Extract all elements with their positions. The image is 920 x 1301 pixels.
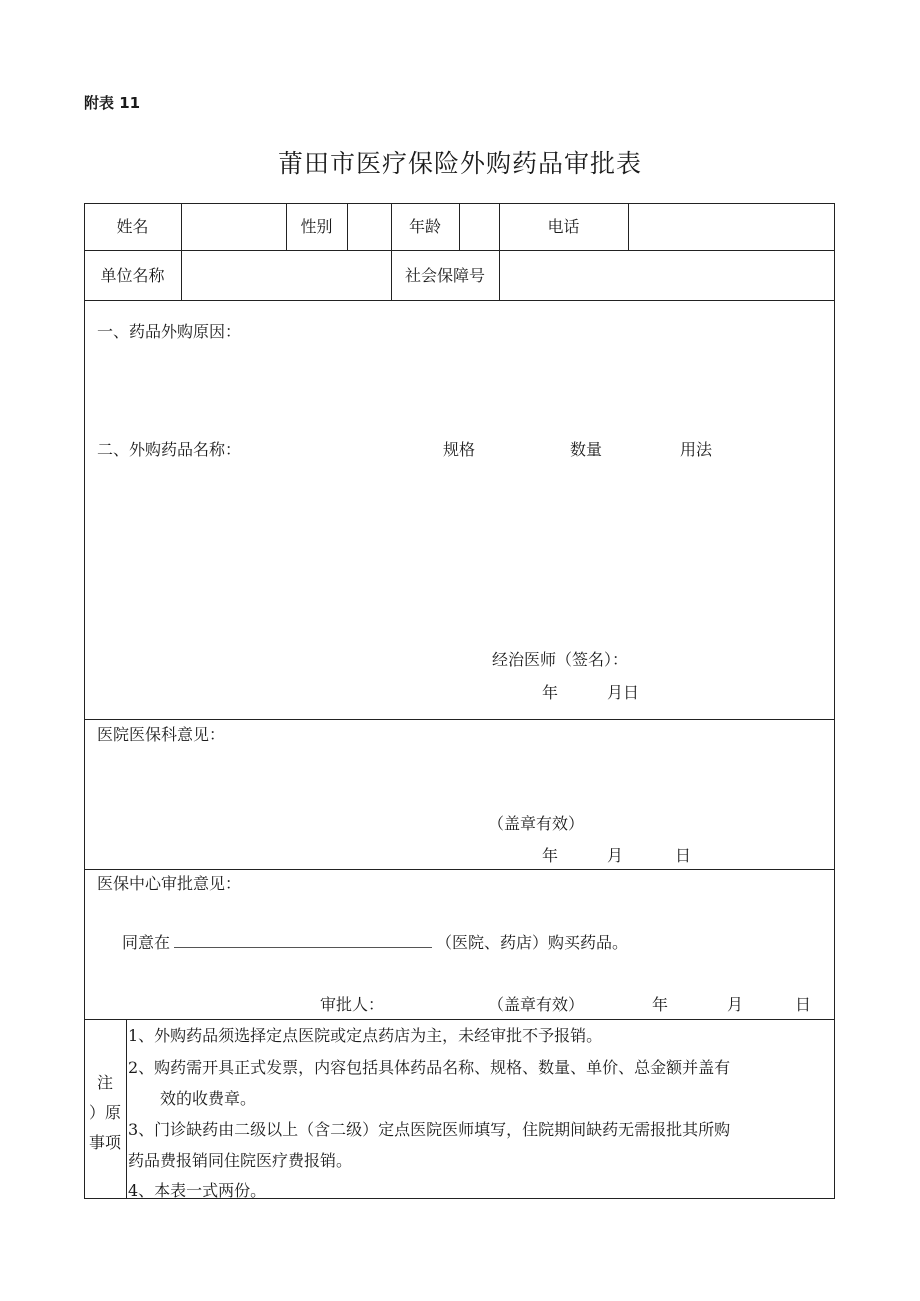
notes-label-line1: 注 bbox=[96, 1073, 113, 1092]
center-date-year: 年 bbox=[652, 995, 669, 1014]
spec-label: 规格 bbox=[443, 440, 476, 459]
approver-label: 审批人： bbox=[320, 995, 385, 1014]
note-item-4: 4、本表一式两份。 bbox=[128, 1181, 267, 1200]
center-seal-note: （盖章有效） bbox=[488, 995, 585, 1014]
unit-field[interactable] bbox=[182, 254, 391, 298]
usage-label: 用法 bbox=[680, 440, 713, 459]
hospital-date-year: 年 bbox=[542, 846, 559, 865]
gender-field[interactable] bbox=[348, 207, 391, 247]
hospital-opinion-label: 医院医保科意见： bbox=[97, 725, 226, 744]
doctor-date-year: 年 bbox=[542, 683, 559, 702]
center-date-day: 日 bbox=[795, 995, 812, 1014]
note-item-2-cont: 效的收费章。 bbox=[160, 1089, 257, 1108]
doctor-date-month-day: 月日 bbox=[607, 683, 640, 702]
age-label: 年龄 bbox=[408, 217, 441, 236]
name-label: 姓名 bbox=[116, 217, 149, 236]
note-item-2: 2、购药需开具正式发票，内容包括具体药品名称、规格、数量、单价、总金额并盖有 bbox=[128, 1058, 731, 1077]
notes-label-line3: 事项 bbox=[88, 1133, 121, 1152]
agree-prefix: 同意在 bbox=[122, 933, 171, 952]
note-item-1: 1、外购药品须选择定点医院或定点药店为主，未经审批不予报销。 bbox=[128, 1026, 603, 1045]
name-field[interactable] bbox=[182, 207, 286, 247]
age-field[interactable] bbox=[460, 207, 499, 247]
phone-label: 电话 bbox=[547, 217, 580, 236]
designated-place-field[interactable] bbox=[174, 933, 432, 948]
quantity-label: 数量 bbox=[570, 440, 603, 459]
page-title: 莆田市医疗保险外购药品审批表 bbox=[277, 149, 642, 178]
social-security-field[interactable] bbox=[500, 254, 834, 298]
hospital-date-month: 月 bbox=[607, 846, 624, 865]
agree-suffix: （医院、药店）购买药品。 bbox=[436, 933, 629, 952]
hospital-date-day: 日 bbox=[675, 846, 692, 865]
note-item-3-cont: 药品费报销同住院医疗费报销。 bbox=[128, 1151, 353, 1170]
doctor-signature-label: 经治医师（签名）： bbox=[492, 650, 629, 669]
note-item-3: 3、门诊缺药由二级以上（含二级）定点医院医师填写，住院期间缺药无需报批其所购 bbox=[128, 1120, 731, 1139]
center-date-month: 月 bbox=[727, 995, 744, 1014]
notes-label-line2: ）原 bbox=[88, 1103, 121, 1122]
hospital-seal-note: （盖章有效） bbox=[488, 814, 585, 833]
appendix-label: 附表 11 bbox=[84, 94, 141, 112]
purchase-reason-label: 一、药品外购原因： bbox=[97, 322, 242, 341]
drug-name-label: 二、外购药品名称： bbox=[97, 440, 242, 459]
gender-label: 性别 bbox=[300, 217, 333, 236]
phone-field[interactable] bbox=[629, 207, 834, 247]
agree-statement bbox=[122, 933, 628, 953]
unit-label: 单位名称 bbox=[100, 266, 165, 285]
center-opinion-label: 医保中心审批意见： bbox=[97, 874, 242, 893]
social-security-label: 社会保障号 bbox=[404, 266, 485, 285]
